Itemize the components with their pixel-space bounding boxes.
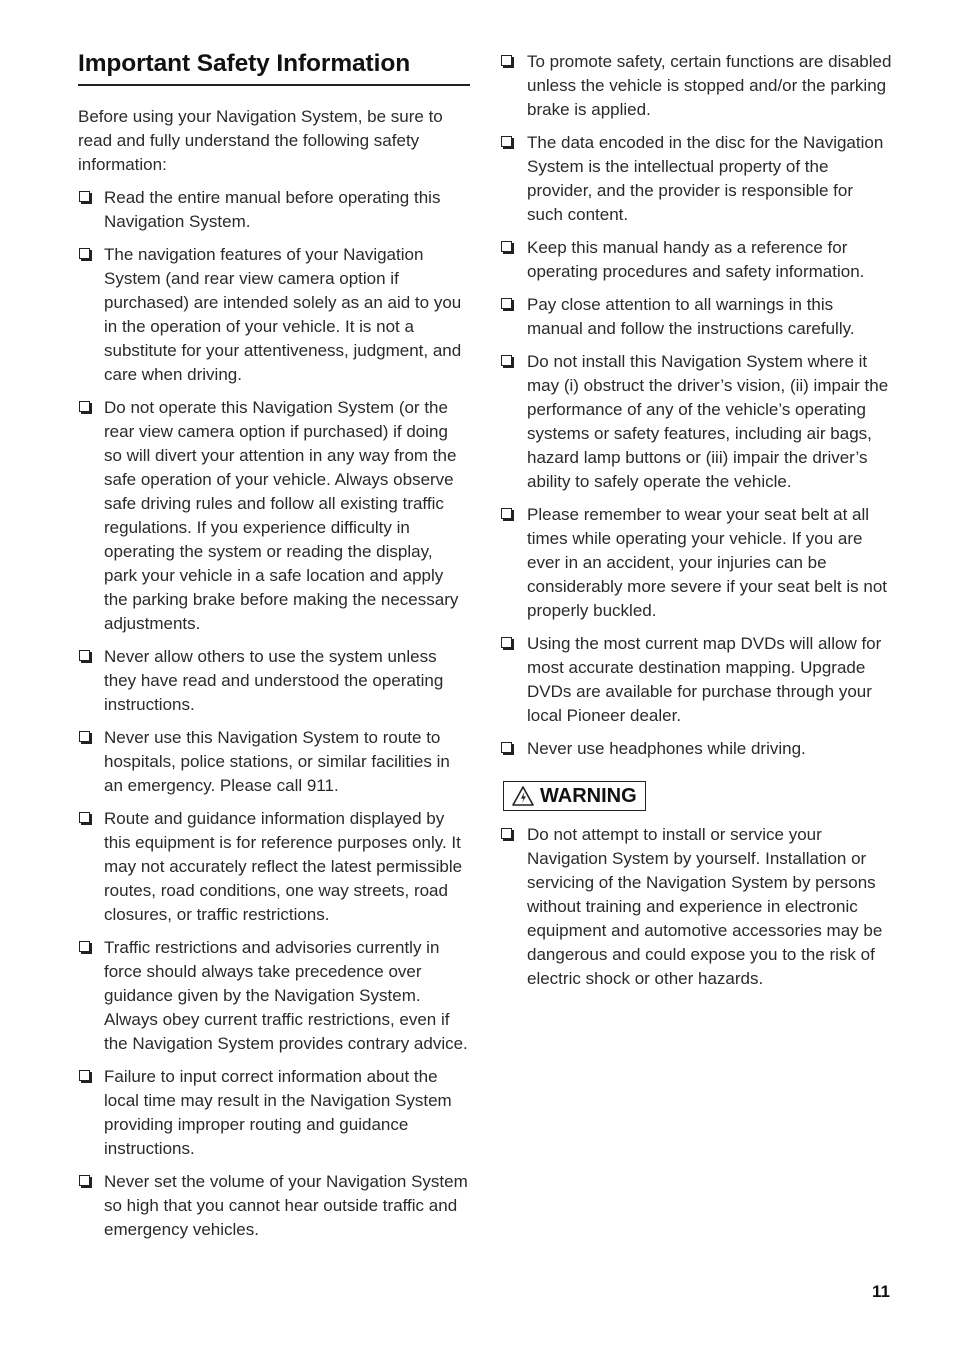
- list-item-text: Never use headphones while driving.: [527, 739, 806, 758]
- checkbox-bullet-icon: [501, 742, 512, 753]
- warning-label: [503, 781, 646, 811]
- list-item: [500, 737, 892, 761]
- checkbox-bullet-icon: [79, 812, 90, 823]
- checkbox-bullet-icon: [501, 508, 512, 519]
- warning-triangle-icon: [512, 786, 534, 806]
- checkbox-bullet-icon: [501, 355, 512, 366]
- checkbox-bullet-icon: [501, 55, 512, 66]
- list-item: [500, 823, 892, 991]
- list-item: [78, 807, 470, 927]
- checkbox-bullet-icon: [79, 731, 90, 742]
- list-item-text: Please remember to wear your seat belt at all times while operating your vehicle. If you are ever in an accident, your injuries can be considerably more severe if your seat belt is not properly buckled.: [527, 505, 888, 620]
- checkbox-bullet-icon: [79, 401, 90, 412]
- list-item-text: Do not install this Navigation System where it may (i) obstruct the driver’s vision, (ii) impair the performance of any of the vehicle’s operating systems or safety features, including air bags, hazard lamp buttons or (iii) impair the driver’s ability to safely operate the vehicle.: [527, 352, 889, 491]
- checkbox-bullet-icon: [79, 941, 90, 952]
- list-item: [500, 503, 892, 623]
- page-title: Important Safety Information: [78, 48, 470, 86]
- list-item-text: Never set the volume of your Navigation System so high that you cannot hear outside traffic and emergency vehicles.: [104, 1172, 468, 1239]
- page-number: 11: [872, 1282, 890, 1301]
- list-item: [78, 936, 470, 1056]
- checkbox-bullet-icon: [79, 1175, 90, 1186]
- list-item: [78, 396, 470, 636]
- list-item: [78, 1170, 470, 1242]
- checkbox-bullet-icon: [501, 637, 512, 648]
- list-item: [78, 645, 470, 717]
- safety-list-left: [78, 186, 470, 1242]
- list-item-text: Never allow others to use the system unless they have read and understood the operating instructions.: [104, 647, 444, 714]
- list-item-text: Route and guidance information displayed by this equipment is for reference purposes only. It may not accurately reflect the latest permissible routes, road conditions, one way streets, road closures, or traffic restrictions.: [104, 809, 463, 924]
- checkbox-bullet-icon: [79, 1070, 90, 1081]
- list-item-text: The data encoded in the disc for the Navigation System is the intellectual property of the provider, and the provider is responsible for such content.: [527, 133, 884, 224]
- list-item-text: Do not operate this Navigation System (or the rear view camera option if purchased) if doing so will divert your attention in any way from the safe operation of your vehicle. Always observe safe driving rules and follow all existing traffic regulations. If you experience difficulty in operating the system or reading the display, park your vehicle in a safe location and apply the parking brake before making the necessary adjustments.: [104, 398, 459, 633]
- checkbox-bullet-icon: [79, 248, 90, 259]
- checkbox-bullet-icon: [501, 298, 512, 309]
- list-item-text: Failure to input correct information about the local time may result in the Navigation System providing improper routing and guidance instructions.: [104, 1067, 452, 1158]
- list-item-text: Do not attempt to install or service your Navigation System by yourself. Installation or servicing of the Navigation System by persons without training and experience in electronic equipment and automotive accessories may be dangerous and could expose you to the risk of electric shock or other hazards.: [527, 825, 883, 988]
- list-item-text: Traffic restrictions and advisories currently in force should always take precedence over guidance given by the Navigation System. Always obey current traffic restrictions, even if the Navigation System provides contrary advice.: [104, 938, 468, 1053]
- checkbox-bullet-icon: [501, 241, 512, 252]
- list-item: [78, 726, 470, 798]
- right-column: [500, 50, 892, 1000]
- list-item: [500, 236, 892, 284]
- list-item: [500, 350, 892, 494]
- list-item: [500, 50, 892, 122]
- list-item-text: The navigation features of your Navigation System (and rear view camera option if purchased) are intended solely as an aid to you in the operation of your vehicle. It is not a substitute for your attentiveness, judgment, and care when driving.: [104, 245, 462, 384]
- list-item-text: To promote safety, certain functions are disabled unless the vehicle is stopped and/or the parking brake is applied.: [527, 52, 892, 119]
- warning-list: [500, 823, 892, 991]
- checkbox-bullet-icon: [501, 136, 512, 147]
- left-column: [78, 48, 470, 1251]
- list-item: [78, 1065, 470, 1161]
- list-item-text: Keep this manual handy as a reference for operating procedures and safety information.: [527, 238, 865, 281]
- list-item: [500, 293, 892, 341]
- list-item: [500, 131, 892, 227]
- checkbox-bullet-icon: [501, 828, 512, 839]
- warning-text: WARNING: [540, 784, 637, 807]
- list-item: [78, 243, 470, 387]
- list-item-text: Using the most current map DVDs will allow for most accurate destination mapping. Upgrade DVDs are available for purchase through your local Pioneer dealer.: [527, 634, 882, 725]
- checkbox-bullet-icon: [79, 650, 90, 661]
- list-item: [500, 632, 892, 728]
- list-item-text: Read the entire manual before operating this Navigation System.: [104, 188, 441, 231]
- list-item: [78, 186, 470, 234]
- safety-list-right: [500, 50, 892, 761]
- list-item-text: Pay close attention to all warnings in this manual and follow the instructions carefully.: [527, 295, 855, 338]
- checkbox-bullet-icon: [79, 191, 90, 202]
- list-item-text: Never use this Navigation System to route to hospitals, police stations, or similar facilities in an emergency. Please call 911.: [104, 728, 450, 795]
- intro-paragraph: Before using your Navigation System, be sure to read and fully understand the following safety information:: [78, 107, 443, 174]
